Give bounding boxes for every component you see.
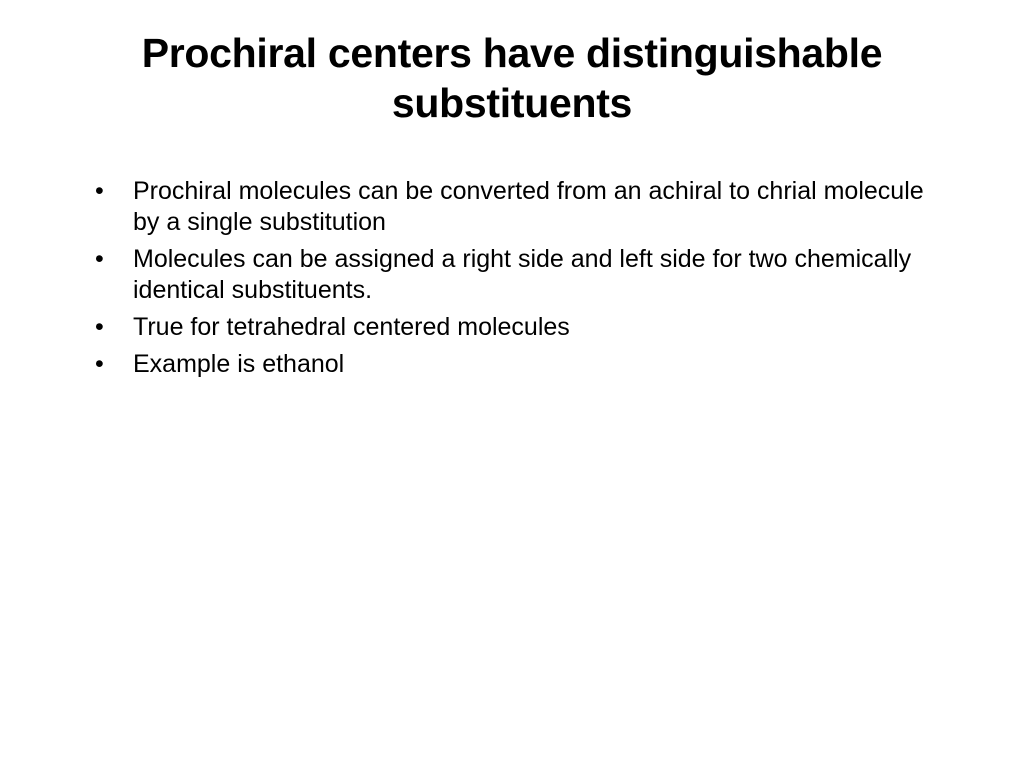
slide-title: Prochiral centers have distinguishable substituents: [141, 30, 883, 126]
bullet-text: Example is ethanol: [133, 350, 345, 378]
bullet-item: [95, 312, 935, 343]
bullet-marker: •: [95, 245, 104, 273]
bullet-text: Molecules can be assigned a right side and left side for two chemically identical substituents.: [133, 245, 912, 304]
bullet-text: Prochiral molecules can be converted from an achiral to chrial molecule by a single substitution: [133, 177, 924, 236]
bullet-item: [95, 244, 935, 306]
bullet-marker: •: [95, 177, 104, 205]
bullet-text: True for tetrahedral centered molecules: [133, 313, 570, 341]
bullet-marker: •: [95, 350, 104, 378]
bullet-item: [95, 176, 935, 238]
bullet-marker: •: [95, 313, 104, 341]
bullet-list: [95, 176, 935, 386]
bullet-item: [95, 349, 935, 380]
